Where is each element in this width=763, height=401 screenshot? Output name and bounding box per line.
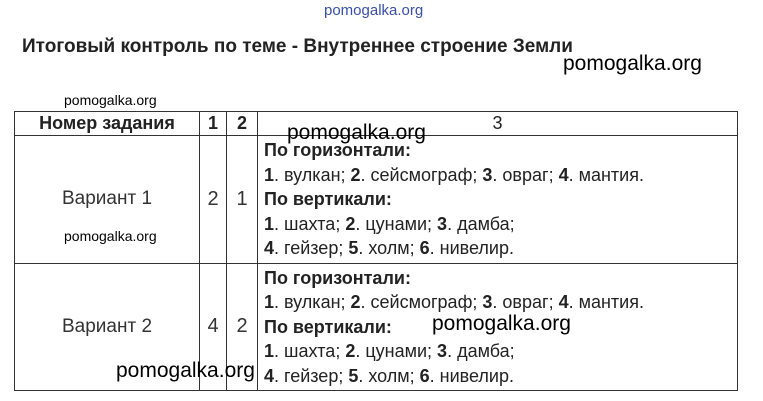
answer-number: 4 — [264, 365, 275, 386]
answer-word: . мантия. — [568, 164, 644, 185]
horizontal-label: По горизонтали: — [264, 267, 411, 288]
variant-label: Вариант 2 — [15, 263, 200, 391]
answer-number: 1 — [264, 164, 275, 185]
watermark: pomogalka.org — [563, 52, 702, 75]
task-1-answer: 4 — [200, 263, 227, 391]
header-task-3: 3 — [258, 112, 738, 136]
answer-number: 1 — [264, 213, 275, 234]
vertical-label: По вертикали: — [264, 316, 392, 337]
answer-number: 4 — [558, 292, 569, 312]
answer-word: . овраг; — [492, 292, 559, 312]
watermark: pomogalka.org — [64, 228, 157, 244]
answer-number: 5 — [348, 365, 359, 386]
vertical-answers-line1 — [264, 339, 737, 364]
answer-number: 1 — [264, 341, 275, 361]
answer-word: . гейзер; — [274, 365, 349, 386]
task-1-answer: 2 — [200, 136, 227, 264]
answer-word: . сейсмограф; — [360, 164, 483, 185]
watermark-top: pomogalka.org — [324, 2, 424, 19]
answer-number: 1 — [264, 292, 275, 312]
answer-number: 4 — [264, 238, 275, 258]
watermark: pomogalka.org — [287, 121, 426, 144]
answer-number: 2 — [345, 341, 356, 361]
watermark: pomogalka.org — [116, 359, 255, 382]
answer-number: 2 — [350, 292, 361, 312]
vertical-answers-line1 — [264, 212, 737, 237]
answer-word: . сейсмограф; — [360, 292, 483, 312]
answer-word: . вулкан; — [274, 292, 351, 312]
answer-word: . холм; — [358, 238, 420, 258]
answer-number: 2 — [345, 213, 356, 234]
answer-word: . дамба; — [447, 341, 515, 361]
header-task-1: 1 — [200, 112, 227, 136]
answer-number: 3 — [482, 292, 493, 312]
answer-word: . холм; — [358, 365, 420, 386]
answer-number: 6 — [419, 238, 430, 258]
header-task-2: 2 — [227, 112, 258, 136]
answer-word: . дамба; — [447, 213, 515, 234]
answer-number: 3 — [437, 341, 448, 361]
watermark: pomogalka.org — [64, 92, 157, 108]
task-2-answer: 1 — [227, 136, 258, 264]
task-2-answer: 2 — [227, 263, 258, 391]
answer-number: 2 — [350, 164, 361, 185]
answer-word: . мантия. — [568, 292, 644, 312]
answer-number: 3 — [437, 213, 448, 234]
horizontal-answers — [264, 163, 737, 188]
answer-word: . гейзер; — [274, 238, 349, 258]
answers-table — [14, 111, 738, 391]
answer-number: 4 — [558, 164, 569, 185]
answer-number: 3 — [482, 164, 493, 185]
answer-word: . шахта; — [274, 341, 346, 361]
answer-word: . нивелир. — [429, 365, 514, 386]
vertical-answers-line2 — [264, 364, 737, 389]
page-title: Итоговый контроль по теме - Внутреннее строение Земли — [22, 36, 573, 57]
answer-word: . овраг; — [492, 164, 559, 185]
answer-word: . нивелир. — [429, 238, 514, 258]
vertical-label: По вертикали: — [264, 189, 392, 209]
answer-word: . шахта; — [274, 213, 346, 234]
variant-label: Вариант 1 — [15, 136, 200, 264]
answer-number: 5 — [348, 238, 359, 258]
answer-word: . вулкан; — [274, 164, 351, 185]
vertical-answers-line2 — [264, 236, 737, 261]
header-task-number: Номер задания — [15, 112, 200, 136]
watermark: pomogalka.org — [432, 312, 571, 335]
answer-word: . цунами; — [355, 341, 438, 361]
answer-word: . цунами; — [355, 213, 438, 234]
horizontal-answers — [264, 290, 737, 315]
task-3-answer — [258, 136, 738, 264]
horizontal-label: По горизонтали: — [264, 140, 411, 160]
answer-number: 6 — [419, 365, 430, 386]
